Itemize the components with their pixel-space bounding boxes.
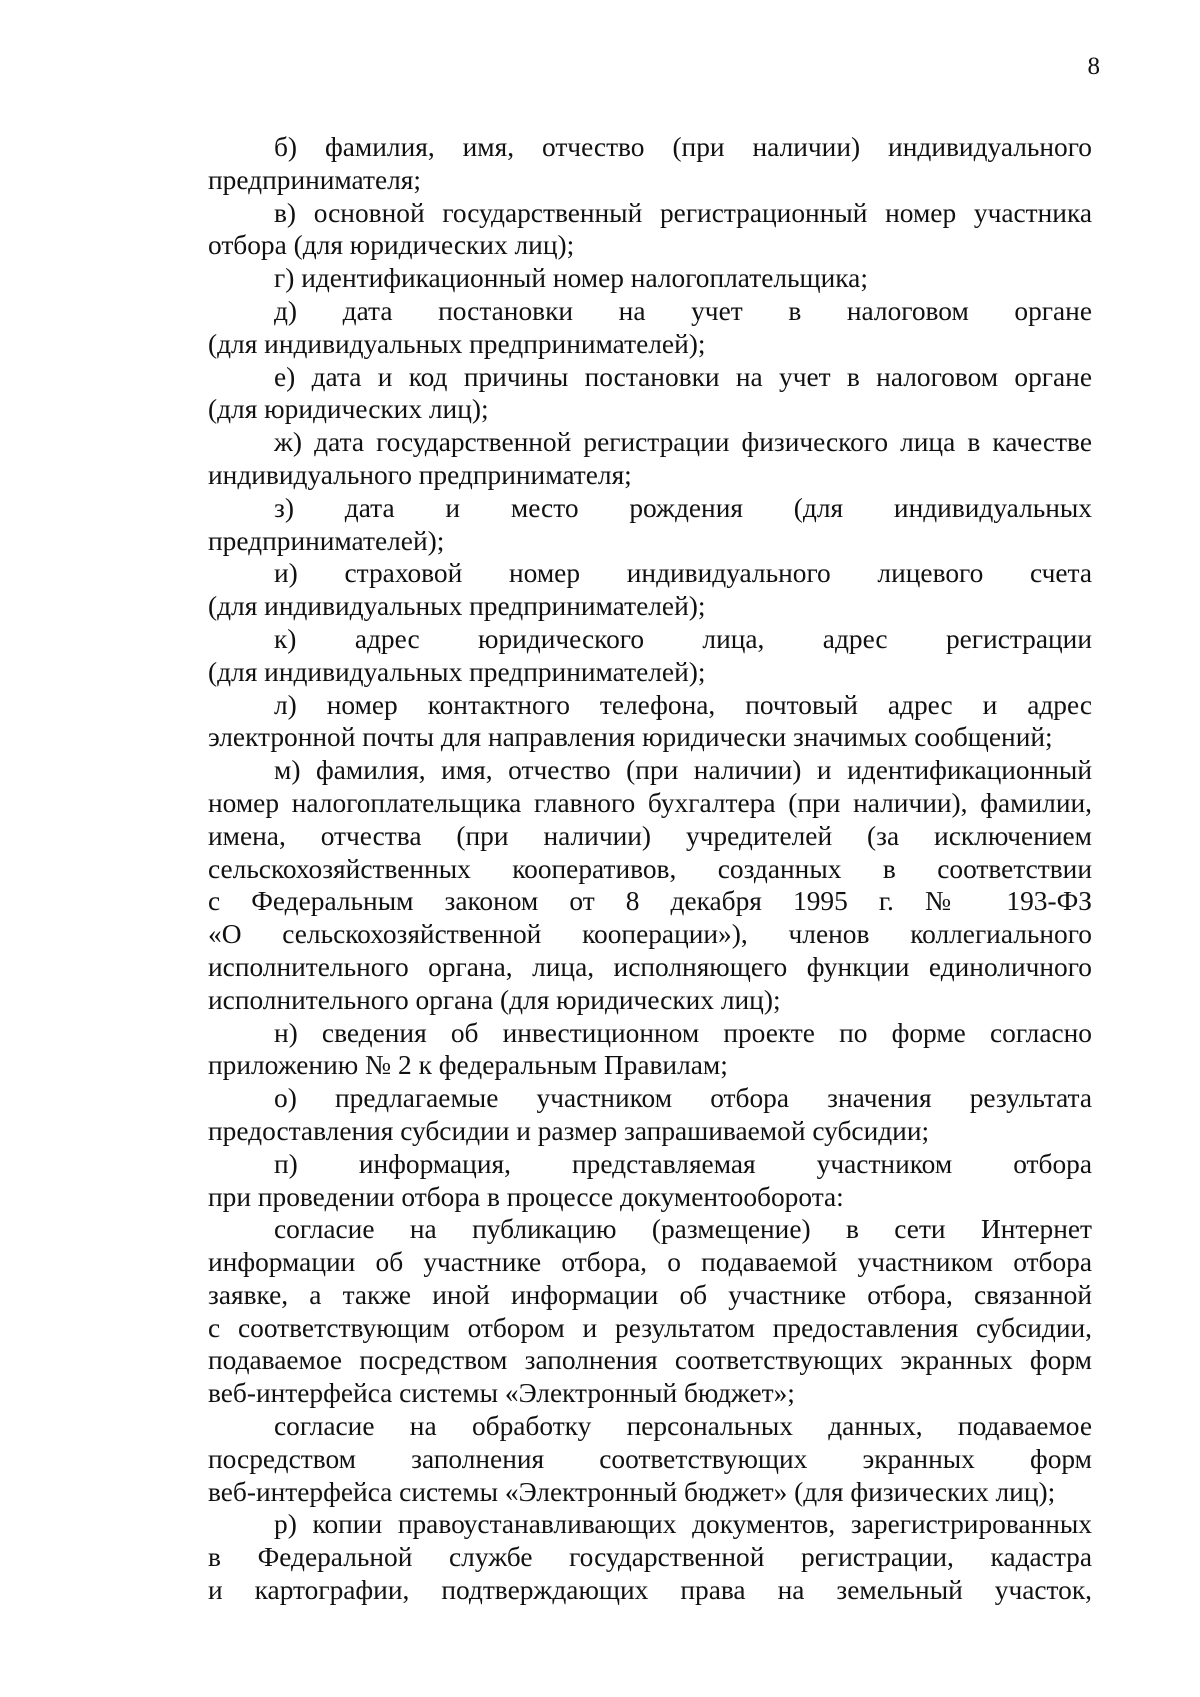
document-body [208, 131, 1092, 1607]
text-line: индивидуального предпринимателя; [208, 459, 632, 490]
text-line: м) фамилия, имя, отчество (при наличии) и идентификационный [274, 755, 1092, 786]
text-line: согласие на обработку персональных данных, подаваемое [274, 1411, 1092, 1442]
text-line: электронной почты для направления юридически значимых сообщений; [208, 722, 1053, 753]
text-line: веб-интерфейса системы «Электронный бюджет» (для физических лиц); [208, 1476, 1056, 1507]
text-line: е) дата и код причины постановки на учет в налоговом органе [274, 361, 1092, 392]
text-line: (для юридических лиц); [208, 394, 489, 425]
text-line: р) копии правоустанавливающих документов, зарегистрированных [274, 1509, 1092, 1540]
text-line: информации об участнике отбора, о подаваемой участником отбора [208, 1247, 1092, 1278]
text-line: номер налогоплательщика главного бухгалтера (при наличии), фамилии, [208, 787, 1092, 818]
text-line: предпринимателей); [208, 525, 445, 556]
text-line: отбора (для юридических лиц); [208, 230, 575, 261]
text-line: заявке, а также иной информации об участнике отбора, связанной [208, 1279, 1092, 1310]
text-line: с соответствующим отбором и результатом предоставления субсидии, [208, 1312, 1092, 1343]
text-line: при проведении отбора в процессе документооборота: [208, 1181, 844, 1212]
text-line: исполнительного органа (для юридических лиц); [208, 984, 781, 1015]
text-line: веб-интерфейса системы «Электронный бюджет»; [208, 1378, 795, 1409]
text-line: посредством заполнения соответствующих экранных форм [208, 1443, 1092, 1474]
text-line: ж) дата государственной регистрации физического лица в качестве [274, 427, 1092, 458]
text-line: о) предлагаемые участником отбора значения результата [274, 1083, 1092, 1114]
text-line: г) идентификационный номер налогоплательщика; [274, 263, 868, 294]
text-line: к) адрес юридического лица, адрес регистрации [274, 623, 1092, 654]
text-line: подаваемое посредством заполнения соответствующих экранных форм [208, 1345, 1092, 1376]
text-line: н) сведения об инвестиционном проекте по форме согласно [274, 1017, 1092, 1048]
text-line: приложению № 2 к федеральным Правилам; [208, 1050, 728, 1081]
text-line: в) основной государственный регистрационный номер участника [274, 197, 1092, 228]
text-line: сельскохозяйственных кооперативов, созданных в соответствии [208, 853, 1092, 884]
text-line: исполнительного органа, лица, исполняющего функции единоличного [208, 951, 1092, 982]
text-line: д) дата постановки на учет в налоговом органе [274, 295, 1092, 326]
text-line: в Федеральной службе государственной регистрации, кадастра [208, 1542, 1092, 1573]
text-line: л) номер контактного телефона, почтовый адрес и адрес [274, 689, 1092, 720]
text-line: предпринимателя; [208, 164, 422, 195]
text-line: (для индивидуальных предпринимателей); [208, 656, 706, 687]
text-line: (для индивидуальных предпринимателей); [208, 591, 706, 622]
text-line: п) информация, представляемая участником отбора [274, 1148, 1092, 1179]
text-line: з) дата и место рождения (для индивидуальных [274, 492, 1092, 523]
text-line: предоставления субсидии и размер запрашиваемой субсидии; [208, 1115, 930, 1146]
page-number: 8 [1087, 53, 1100, 80]
text-line: «О сельскохозяйственной кооперации»), членов коллегиального [208, 919, 1092, 950]
text-line: б) фамилия, имя, отчество (при наличии) индивидуального [274, 132, 1092, 162]
text-line: (для индивидуальных предпринимателей); [208, 328, 706, 359]
text-line: и картографии, подтверждающих права на земельный участок, [208, 1575, 1092, 1606]
text-line: имена, отчества (при наличии) учредителей (за исключением [208, 820, 1092, 851]
text-line: согласие на публикацию (размещение) в сети Интернет [274, 1214, 1092, 1245]
text-line: и) страховой номер индивидуального лицевого счета [274, 558, 1092, 589]
text-line: с Федеральным законом от 8 декабря 1995 г. № 193-ФЗ [208, 886, 1092, 917]
